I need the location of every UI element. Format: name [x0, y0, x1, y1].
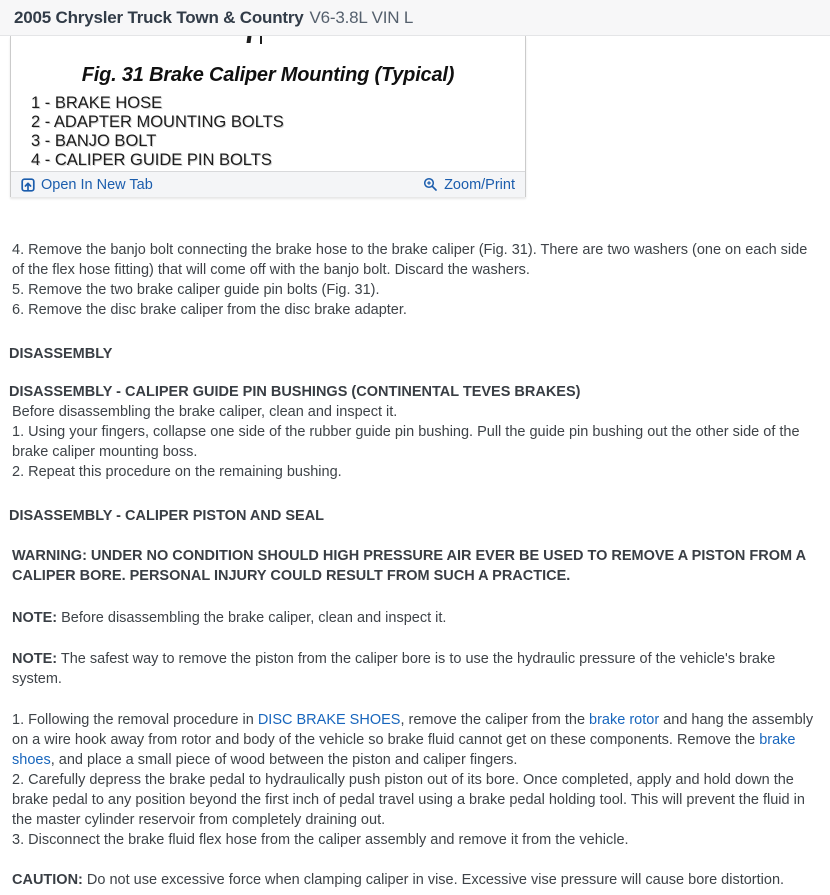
removal-steps — [9, 240, 821, 320]
legend-item: 3 - BANJO BOLT — [31, 132, 157, 150]
note-1 — [9, 608, 821, 628]
link-disc-brake-shoes[interactable]: DISC BRAKE SHOES — [257, 712, 401, 728]
step-text: , remove the caliper from the — [400, 712, 590, 728]
link-brake-shoes[interactable]: brake shoes — [12, 732, 796, 768]
piston-step-2: 2. Carefully depress the brake pedal to hydraulically push piston out of its bore. Once completed, apply and hold down the brake pedal to any position beyond the first inch of pedal travel using a brake pedal holding tool. This will prevent the fluid in the master cylinder reservoir from completely draining out. — [12, 772, 805, 828]
bushings-intro: Before disassembling the brake caliper, clean and inspect it. — [12, 404, 398, 420]
vehicle-header-bar — [0, 0, 830, 36]
figure-caption: Fig. 31 Brake Caliper Mounting (Typical) — [81, 64, 455, 86]
cropped-diagram-remnant — [247, 36, 252, 43]
vehicle-engine-subtitle: V6-3.8L VIN L — [309, 7, 414, 27]
note-label: NOTE: — [12, 610, 58, 626]
cropped-diagram-remnant — [260, 36, 262, 44]
step-text: , and place a small piece of wood between the piston and caliper fingers. — [50, 752, 518, 768]
step-text: 1. Following the removal procedure in — [12, 712, 258, 728]
heading-caliper-piston-and-seal: DISASSEMBLY - CALIPER PISTON AND SEAL — [9, 508, 325, 524]
piston-removal-steps — [9, 710, 821, 850]
zoom-print-label: Zoom/Print — [444, 176, 515, 193]
figure-legend — [11, 94, 525, 170]
removal-step-6: 6. Remove the disc brake caliper from the disc brake adapter. — [12, 302, 407, 318]
article-body — [0, 197, 830, 890]
warning-text: WARNING: UNDER NO CONDITION SHOULD HIGH PRESSURE AIR EVER BE USED TO REMOVE A PISTON FROM A CALIPER BORE. PERSONAL INJURY COULD RESULT FROM SUCH A PRACTICE. — [12, 548, 806, 584]
bushings-step-2: 2. Repeat this procedure on the remaining bushing. — [12, 464, 342, 480]
legend-item: 2 - ADAPTER MOUNTING BOLTS — [31, 113, 284, 131]
caution-body: Do not use excessive force when clamping caliper in vise. Excessive vise pressure will cause bore distortion. — [82, 872, 785, 888]
figure-toolbar — [11, 171, 525, 197]
legend-item: 1 - BRAKE HOSE — [31, 94, 163, 112]
bushings-step-1: 1. Using your fingers, collapse one side of the rubber guide pin bushing. Pull the guide pin bushing out the other side of the brake caliper mounting boss. — [12, 424, 800, 460]
open-in-new-tab-label: Open In New Tab — [41, 176, 153, 193]
open-in-new-tab-link[interactable] — [21, 177, 153, 193]
note-2 — [9, 649, 821, 689]
piston-step-1 — [9, 710, 821, 770]
figure-panel — [10, 36, 526, 197]
heading-disassembly: DISASSEMBLY — [9, 346, 113, 362]
note-text: Before disassembling the brake caliper, clean and inspect it. — [57, 610, 447, 626]
vehicle-title: 2005 Chrysler Truck Town & Country — [14, 7, 304, 27]
legend-item: 4 - CALIPER GUIDE PIN BOLTS — [31, 151, 272, 169]
note-label: NOTE: — [12, 651, 58, 667]
caution-text — [9, 870, 821, 890]
magnifier-plus-icon — [423, 177, 438, 192]
open-in-new-tab-icon — [21, 178, 35, 192]
step-text: and hang the assembly on a wire hook away from rotor and body of the vehicle so brake fluid cannot get on these components. Remove the — [12, 712, 814, 748]
removal-step-5: 5. Remove the two brake caliper guide pin bolts (Fig. 31). — [12, 282, 380, 298]
removal-step-4: 4. Remove the banjo bolt connecting the brake hose to the brake caliper (Fig. 31). There are two washers (one on each side of the flex hose fitting) that will come off with the banjo bolt. Discard the washers. — [12, 242, 808, 278]
caution-label: CAUTION: — [12, 872, 83, 888]
link-brake-rotor[interactable]: brake rotor — [589, 712, 660, 728]
note-text: The safest way to remove the piston from the caliper bore is to use the hydraulic pressure of the vehicle's brake system. — [12, 651, 776, 687]
figure-viewport[interactable] — [11, 36, 525, 171]
piston-step-3: 3. Disconnect the brake fluid flex hose from the caliper assembly and remove it from the vehicle. — [12, 832, 629, 848]
bushings-procedure — [9, 402, 821, 482]
zoom-print-link[interactable] — [423, 177, 515, 193]
heading-caliper-guide-pin-bushings: DISASSEMBLY - CALIPER GUIDE PIN BUSHINGS (CONTINENTAL TEVES BRAKES) — [9, 384, 581, 400]
